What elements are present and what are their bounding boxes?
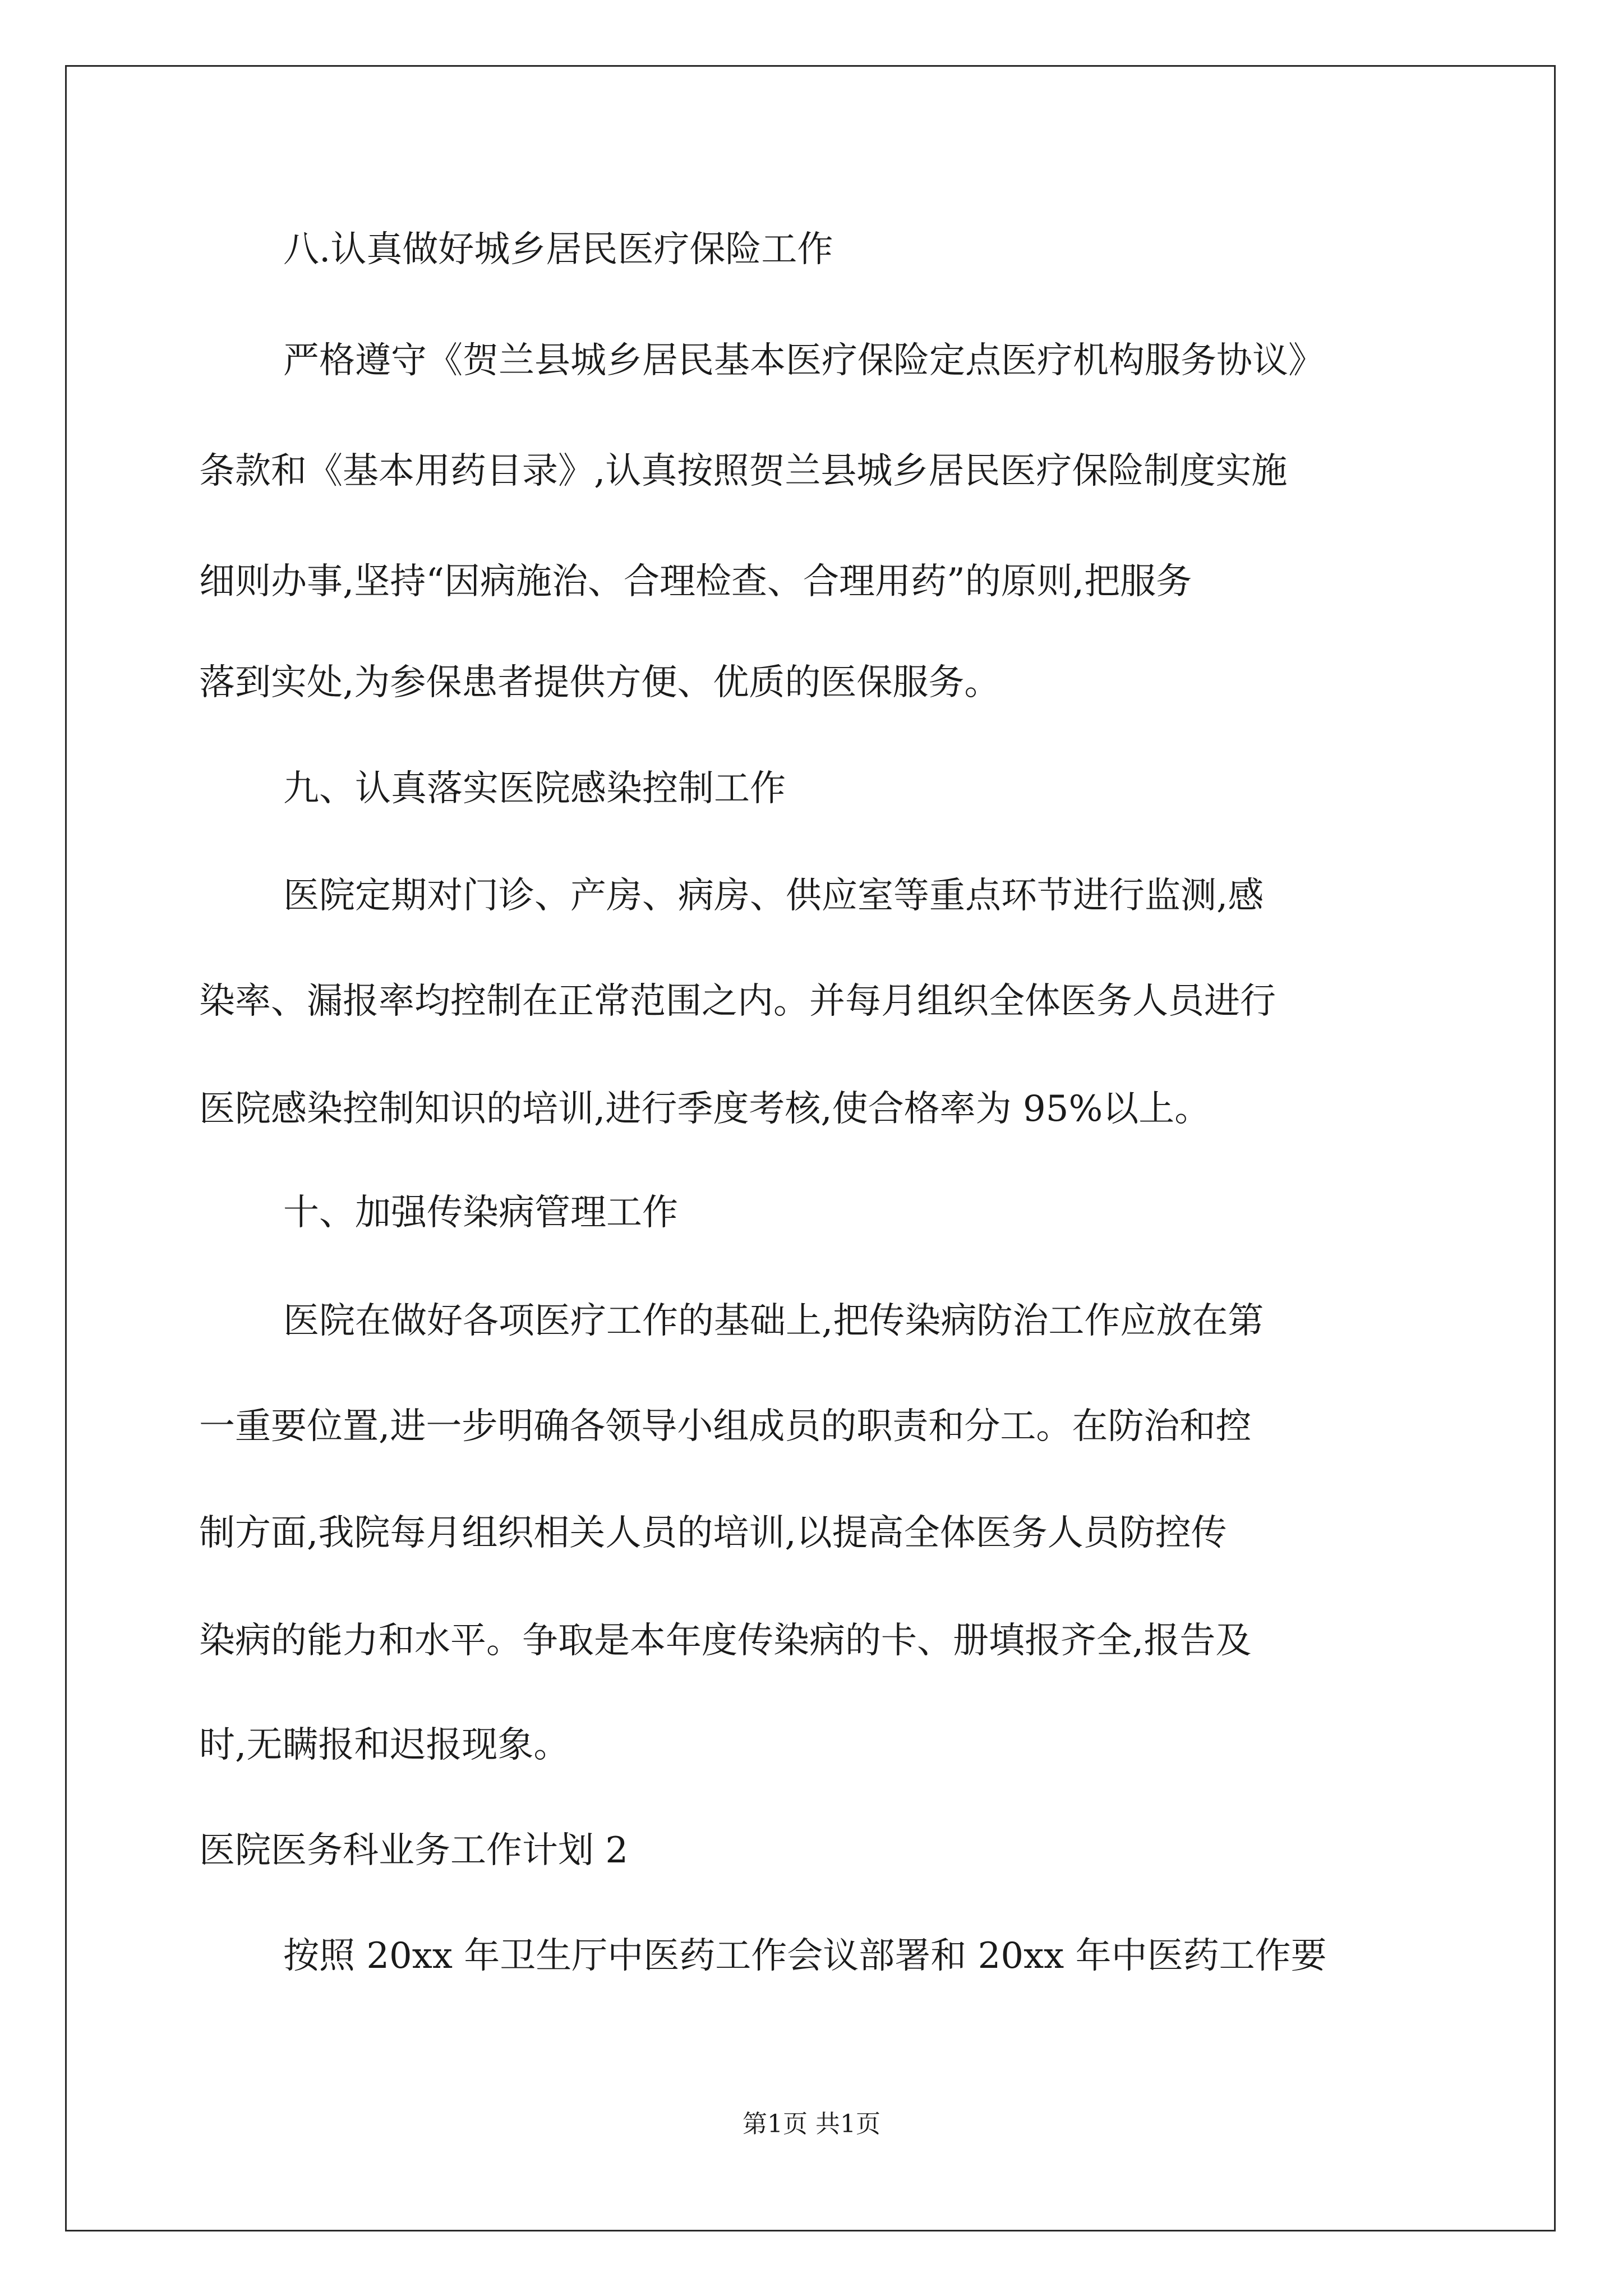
paragraph-line: 落到实处,为参保患者提供方便、优质的医保服务。	[199, 662, 1000, 703]
section-heading-10: 十、加强传染病管理工作	[283, 1192, 678, 1234]
page-footer: 第1页 共1页	[743, 2110, 880, 2138]
document-title: 医院医务科业务工作计划 2	[199, 1830, 629, 1871]
paragraph-line: 一重要位置,进一步明确各领导小组成员的职责和分工。在防治和控	[199, 1406, 1252, 1447]
paragraph-line: 条款和《基本用药目录》,认真按照贺兰县城乡居民医疗保险制度实施	[199, 450, 1288, 492]
paragraph-line: 染率、漏报率均控制在正常范围之内。并每月组织全体医务人员进行	[199, 981, 1276, 1022]
paragraph-line: 医院感染控制知识的培训,进行季度考核,使合格率为 95%以上。	[199, 1088, 1211, 1130]
paragraph-line: 按照 20xx 年卫生厅中医药工作会议部署和 20xx 年中医药工作要	[283, 1935, 1327, 1977]
paragraph-line: 时,无瞒报和迟报现象。	[199, 1724, 570, 1766]
paragraph-line: 制方面,我院每月组织相关人员的培训,以提高全体医务人员防控传	[199, 1512, 1227, 1554]
paragraph-line: 医院定期对门诊、产房、病房、供应室等重点环节进行监测,感	[283, 875, 1264, 917]
section-heading-9: 九、认真落实医院感染控制工作	[283, 768, 786, 809]
paragraph-line: 严格遵守《贺兰县城乡居民基本医疗保险定点医疗机构服务协议》	[283, 340, 1324, 381]
section-heading-8: 八.认真做好城乡居民医疗保险工作	[283, 229, 833, 270]
page-border	[65, 65, 1556, 2231]
paragraph-line: 医院在做好各项医疗工作的基础上,把传染病防治工作应放在第	[283, 1300, 1264, 1342]
paragraph-line: 细则办事,坚持“因病施治、合理检查、合理用药”的原则,把服务	[199, 561, 1192, 602]
paragraph-line: 染病的能力和水平。争取是本年度传染病的卡、册填报齐全,报告及	[199, 1620, 1252, 1662]
